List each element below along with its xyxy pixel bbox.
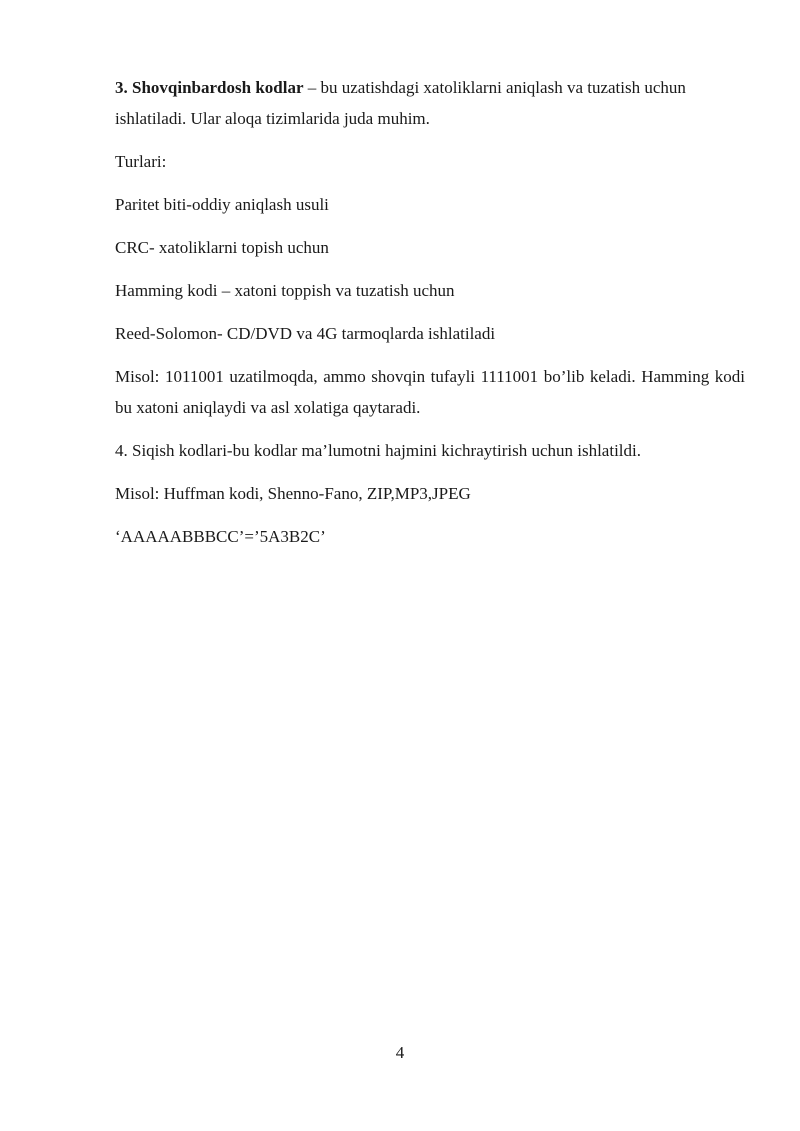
- type-item-parity: Paritet biti-oddiy aniqlash usuli: [115, 195, 329, 214]
- section-3-intro: – bu uzatishdagi xatoliklarni aniqlash va tuzatish uchun ishlatiladi. Ular aloqa tizimlarida juda muhim.: [115, 78, 686, 128]
- page-number: 4: [395, 1043, 405, 1062]
- type-item-reed-solomon: Reed-Solomon- CD/DVD va 4G tarmoqlarda ishlatiladi: [115, 324, 496, 343]
- example-hamming-paragraph: Misol: 1011001 uzatilmoqda, ammo shovqin tufayli 1111001 bo’lib keladi. Hamming kodi bu xatoni aniqlaydi va asl xolatiga qaytaradi.: [115, 367, 745, 417]
- section-3-paragraph: [115, 72, 745, 134]
- section-3-heading: 3. Shovqinbardosh kodlar: [115, 78, 304, 97]
- section-4-paragraph: 4. Siqish kodlari-bu kodlar ma’lumotni hajmini kichraytirish uchun ishlatildi.: [115, 441, 641, 460]
- example-rle: ‘AAAAABBBCC’=’5A3B2C’: [115, 527, 326, 546]
- type-item-crc: CRC- xatoliklarni topish uchun: [115, 238, 329, 257]
- type-item-hamming: Hamming kodi – xatoni toppish va tuzatish uchun: [115, 281, 455, 300]
- types-label: Turlari:: [115, 152, 167, 171]
- example-compression-list: Misol: Huffman kodi, Shenno-Fano, ZIP,MP3,JPEG: [115, 484, 471, 503]
- document-body: [115, 72, 745, 564]
